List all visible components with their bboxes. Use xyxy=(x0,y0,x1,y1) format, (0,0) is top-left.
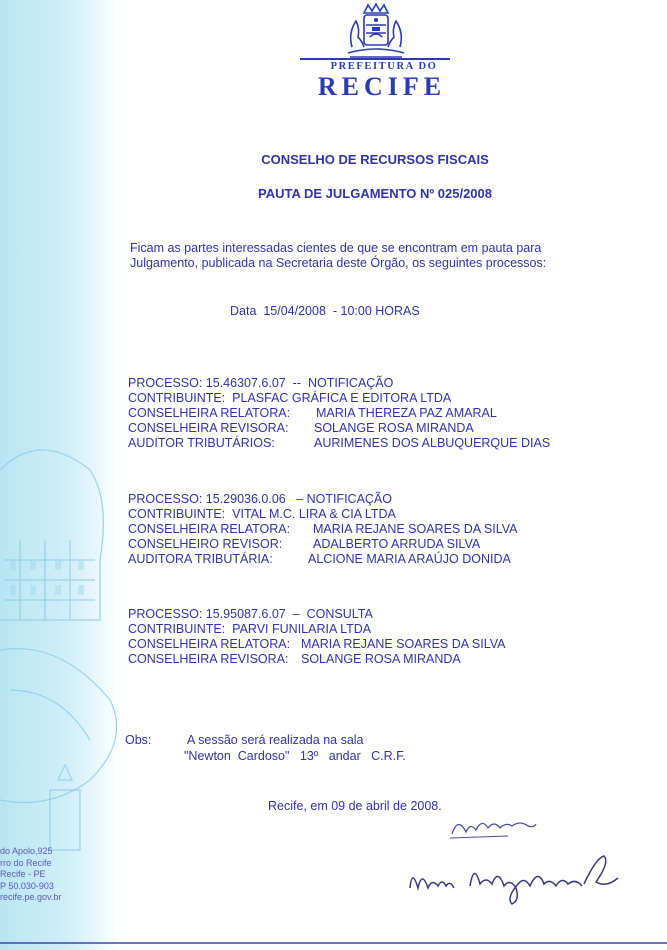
footer-address-line: Recife - PE xyxy=(0,869,46,879)
role-label: CONSELHEIRA RELATORA: xyxy=(128,406,291,420)
intro-line: Ficam as partes interessadas cientes de que se encontram em pauta para xyxy=(130,241,542,255)
obs-label: Obs: xyxy=(125,733,152,747)
role-value: ALCIONE MARIA ARAÚJO DONIDA xyxy=(308,552,511,566)
intro-paragraph xyxy=(130,241,546,271)
footer-address xyxy=(0,846,80,904)
role-value: SOLANGE ROSA MIRANDA xyxy=(314,421,474,435)
footer-address-line: P 50.030-903 xyxy=(0,880,54,891)
role-label: CONSELHEIRA REVISORA: xyxy=(128,652,289,666)
brand-rule xyxy=(300,58,450,60)
role-label: AUDITOR TRIBUTÁRIOS: xyxy=(128,436,275,450)
footer-address-line: do Apolo,925 xyxy=(0,846,53,856)
city-skyline-watermark xyxy=(0,0,130,950)
agenda-title: PAUTA DE JULGAMENTO Nº 025/2008 xyxy=(258,186,492,201)
place-and-date: Recife, em 09 de abril de 2008. xyxy=(268,799,442,813)
taxpayer: CONTRIBUINTE: PARVI FUNILARIA LTDA xyxy=(128,622,372,636)
role-label: CONSELHEIRA REVISORA: xyxy=(128,421,289,435)
process-number: PROCESSO: 15.95087.6.07 – CONSULTA xyxy=(128,607,373,621)
role-label: CONSELHEIRA RELATORA: xyxy=(128,522,291,536)
taxpayer: CONTRIBUINTE: VITAL M.C. LIRA & CIA LTDA xyxy=(128,507,396,521)
process-number: PROCESSO: 15.46307.6.07 -- NOTIFICAÇÃO xyxy=(128,376,394,390)
role-value: AURIMENES DOS ALBUQUERQUE DIAS xyxy=(314,436,551,450)
footer-address-line: recife.pe.gov.br xyxy=(0,892,62,902)
obs-line: "Newton Cardoso" 13º andar C.R.F. xyxy=(184,749,406,763)
taxpayer: CONTRIBUINTE: PLASFAC GRÁFICA E EDITORA LTDA xyxy=(128,391,452,405)
role-value: SOLANGE ROSA MIRANDA xyxy=(301,652,461,666)
handwritten-signature xyxy=(400,848,630,908)
obs-line: A sessão será realizada na sala xyxy=(187,733,364,747)
role-label: CONSELHEIRO REVISOR: xyxy=(128,537,283,551)
brand-subtitle: PREFEITURA DO xyxy=(330,61,438,72)
role-value: ADALBERTO ARRUDA SILVA xyxy=(313,537,481,551)
process-number: PROCESSO: 15.29036.0.06 – NOTIFICAÇÃO xyxy=(128,492,392,506)
coat-of-arms-icon xyxy=(342,3,410,59)
bottom-rule xyxy=(0,942,667,944)
session-date: Data 15/04/2008 - 10:00 HORAS xyxy=(230,304,420,318)
role-label: AUDITORA TRIBUTÁRIA: xyxy=(128,552,273,566)
role-value: MARIA REJANE SOARES DA SILVA xyxy=(313,522,518,536)
role-label: CONSELHEIRA RELATORA: xyxy=(128,637,291,651)
initials-signature xyxy=(448,812,540,842)
brand-name: RECIFE xyxy=(317,72,447,101)
role-value: MARIA THEREZA PAZ AMARAL xyxy=(316,406,497,420)
council-title: CONSELHO DE RECURSOS FISCAIS xyxy=(261,152,489,167)
intro-line: Julgamento, publicada na Secretaria deste Órgão, os seguintes processos: xyxy=(130,256,547,270)
footer-address-line: rro do Recife xyxy=(0,857,52,868)
role-value: MARIA REJANE SOARES DA SILVA xyxy=(301,637,506,651)
